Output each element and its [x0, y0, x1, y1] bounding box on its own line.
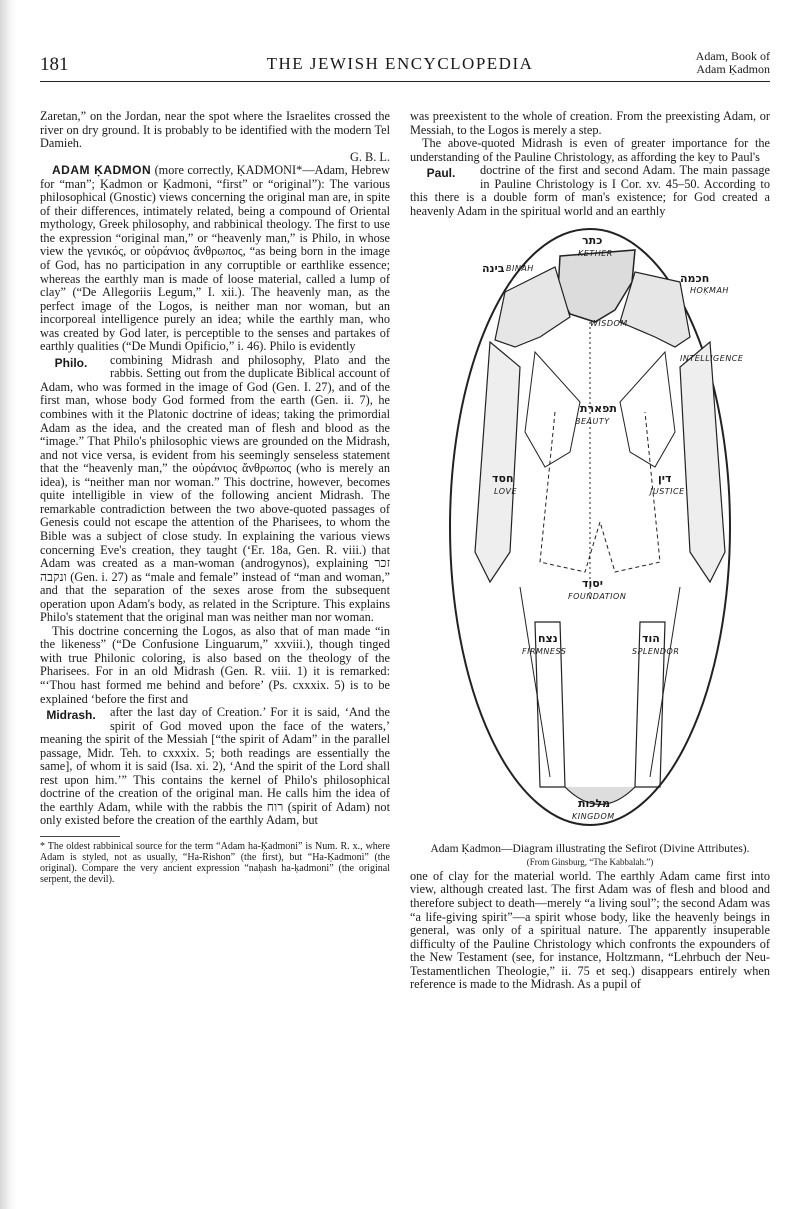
sefirot-diagram [410, 222, 770, 837]
catchword-line1: Adam, Book of [695, 49, 770, 63]
kingdom-label: KINGDOM [572, 812, 615, 822]
firmness-label: FIRMNESS [522, 647, 567, 657]
right-arm [680, 342, 725, 582]
right-wedge [620, 352, 675, 467]
din-hebrew: דין [658, 472, 672, 486]
nezah-hebrew: נצח [538, 632, 558, 646]
header-rule [40, 81, 770, 82]
left-column [40, 110, 390, 1170]
left-arm [475, 342, 520, 582]
left-upper-region [495, 267, 570, 347]
entry-text-midrash: after the last day of Creation.’ For it is said, ‘And the spirit of God moved upon the face of the waters,’ meaning the spirit of the Messiah [“the spirit of Adam” in the parallel passage, Midr. Teh. to cxxxix. 5; both readings are essentially the same], of whom it is said (Isa. xi. 2), ‘And the spirit of the Lord shall rest upon him.’” This contains the kernel of Philo's philosophical doctrine of the creation of the original man. He calls him the idea of the earthly Adam, while with the rabbis the רוח (spirit of Adam) not only existed before the creation of the earthly Adam, but [40, 705, 390, 828]
figure-source: (From Ginsburg, “The Kabbalah.”) [526, 857, 654, 868]
entry-text-intro: (more correctly, ḲADMONI*—Adam, Hebrew for “man”; Ḳadmon or Ḳadmoni, “first” or “original”): The various philosophical (Gnostic) views concerning the original man are, in spite of their differences, intimately related, being a compound of Oriental mythology, Greek philosophy, and rabbinical theology. The first to use the expression “original man,” or “heavenly man,” is Philo, in whose view the γενικός, or οὐράνιος ἄνθρωπος, “as being born in the image of God, has no participation in any corruptible or earthlike essence; whereas the earthly man is made of loose material, called a lump of clay” (“De Allegoriis Legum,” I. xii.). The heavenly man, as the perfect image of the Logos, is neither man nor woman, but an incorporeal intelligence purely an idea; while the earthly man, who was created by God later, is perceptible to the senses and partakes of earthly qualities (“De Mundi Opificio,” i. 46). Philo is evidently [40, 163, 390, 354]
paragraph-philo [40, 354, 390, 625]
page-edge-shadow [0, 0, 16, 1209]
tiferet-hebrew: תפארת [580, 402, 617, 416]
left-wedge [525, 352, 580, 467]
paragraph-zaretan: Zaretan,” on the Jordan, near the spot where the Israelites crossed the river on dry ground. It is probably to be identified with the modern Tel Damieh. [40, 110, 390, 151]
paragraph-earthly-adam: one of clay for the material world. The earthly Adam came first into view, although created last. The first Adam was of flesh and blood and therefore subject to death—merely “a living soul”; the second Adam was “a life-giving spirit”—a spirit whose body, like the heavenly beings in general, was only of a spiritual nature. The apparently insuperable difficulty of the Pauline Christology which confronts the expounders of the New Testament (see, for instance, Holtzmann, “Lehrbuch der Neu-Testamentlichen Theologie,” ii. 75 et seq.) disappears entirely when reference is made to the Midrash. As a pupil of [410, 868, 770, 992]
hokmah-label: HOḲMAH [690, 286, 729, 296]
foundation-label: FOUNDATION [568, 592, 627, 602]
justice-label: JUSTICE [650, 487, 685, 497]
wisdom-label: WISDOM [590, 319, 628, 329]
paragraph-midrash [40, 706, 390, 828]
author-signature: G. B. L. [350, 149, 390, 164]
figure-caption: Adam Ḳadmon—Diagram illustrating the Sefirot (Divine Attributes). [430, 843, 750, 856]
splendor-label: SPLENDOR [632, 647, 680, 657]
page-number: 181 [40, 54, 69, 75]
hesed-hebrew: חסד [492, 472, 514, 486]
entry-text-philo: combining Midrash and philosophy, Plato and the rabbis. Setting out from the duplicate Biblical account of Adam, who was formed in the image of God (Gen. I. 27), and of the first man, whose body God formed from the earth (Gen. ii. 7), he combines with it the Platonic doctrine of ideas; taking the primordial Adam as the idea, and the created man of flesh and blood as the “image.” That Philo's philosophic views are grounded on the Midrash, and not vice versa, is evident from his seemingly senseless statement that the “heavenly man,” the οὐράνιος ἄνθρωπος (who is merely an idea), is “neither man nor woman.” This doctrine, however, becomes quite intelligible in view of the following ancient Midrash. The remarkable contradiction between the two above-quoted passages of Genesis could not escape the attention of the Pharisees, to whom the Bible was a subject of close study. In explaining the various views concerning Eve's creation, they taught (‘Er. 18a, Gen. R. viii.) that Adam was created as a man-woman (androgynos), explaining זכר ונקבה (Gen. i. 27) as “male and female” instead of “man and woman,” and that the separation of the sexes arose from the subsequent operation upon Adam's body, as related in the Scripture. This explains Philo's statement that the original man was neither man nor woman. [40, 352, 390, 625]
running-head [0, 50, 800, 80]
paragraph-preexistent: was preexistent to the whole of creation. From the preexisting Adam, or Messiah, to the Logos is merely a step. [410, 110, 770, 137]
journal-title: THE JEWISH ENCYCLOPEDIA [266, 54, 534, 73]
catchword-line2: Adam Ḳadmon [696, 61, 770, 76]
right-column [410, 110, 770, 1170]
paragraph-paul [410, 164, 770, 218]
malkut-hebrew: מלכות [578, 797, 611, 811]
yesod-hebrew: יסוד [582, 577, 603, 591]
torso-dashed-outline [540, 412, 660, 572]
hod-hebrew: הוד [642, 632, 660, 646]
binah-hebrew: בינה [482, 262, 505, 276]
side-heading-midrash: Midrash. [46, 708, 96, 723]
keter-label: KETHER [578, 249, 613, 259]
paragraph-logos-doctrine: This doctrine concerning the Logos, as also that of man made “in the likeness” (“De Confusione Linguarum,” xxviii.), though tinged with true Philonic coloring, is also based on the theology of the Pharisees. For in an old Midrash (Gen. R. viii. 1) it is remarked: “‘Thou hast formed me behind and before’ (Ps. cxxxix. 5) is to be explained ‘before the first and [40, 623, 390, 706]
entry-title: ADAM ḲADMON [52, 163, 152, 178]
paragraph-pauline-intro: The above-quoted Midrash is even of greater importance for the understanding of the Pauline Christology, as affording the key to Paul's [410, 136, 770, 164]
footnote: * The oldest rabbinical source for the term “Adam ha-Ḳadmoni” is Num. R. x., where Adam is styled, not as usually, “Ha-Rishon” (the first), but “Ha-Ḳadmoni” (the original). Compare the very ancient expression “naḥash ha-ḳadmoni” (the original serpent, the devil). [40, 840, 390, 885]
intelligence-label: INTELLIGENCE [680, 354, 744, 364]
catchword [696, 50, 770, 75]
leg-guides [520, 587, 680, 777]
entry-text-paul: doctrine of the first and second Adam. The main passage in Pauline Christology is I Cor. xv. 45–50. According to this there is a double form of man's existence; for God created a heavenly Adam in the spiritual world and an earthly [410, 163, 770, 218]
love-label: LOVE [494, 487, 518, 497]
side-heading-philo: Philo. [54, 355, 88, 370]
side-heading-paul: Paul. [426, 166, 456, 181]
keter-hebrew: כתר [582, 234, 603, 248]
beauty-label: BEAUTY [575, 417, 610, 427]
footnote-rule [40, 836, 120, 837]
binah-label: BINAH [506, 264, 534, 274]
hokmah-hebrew: חכמה [680, 272, 710, 286]
sefirot-figure-drawing [410, 222, 770, 837]
paragraph-adam-kadmon-intro [40, 164, 390, 354]
